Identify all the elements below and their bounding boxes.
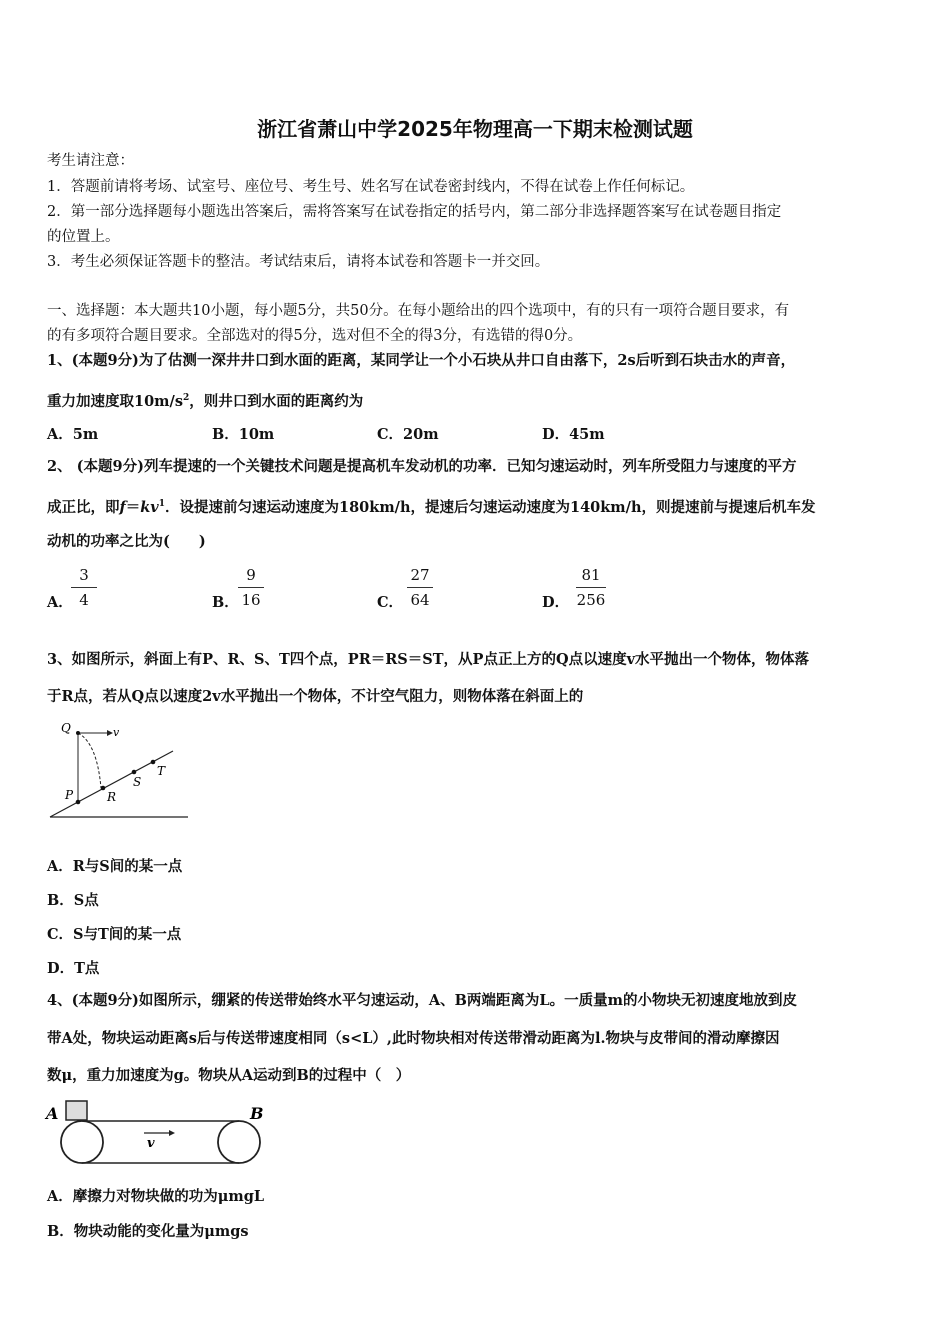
q1-stem-text: 重力加速度取10m/s — [47, 392, 183, 410]
left-pulley — [61, 1121, 103, 1163]
fraction-numerator: 81 — [581, 566, 601, 584]
q4-stem: 数μ，重力加速度为g。物块从A运动到B的过程中（ ） — [47, 1067, 411, 1084]
point-q-dot — [76, 731, 80, 735]
q1-option-d[interactable]: D．45m — [542, 426, 605, 443]
q3-stem: 3、如图所示，斜面上有P、R、S、T四个点，PR＝RS＝ST，从P点正上方的Q点以速度v水平抛出一个物体，物体落 — [47, 651, 809, 668]
label-t: T — [157, 764, 166, 778]
q2-stem-text: 成正比，即 — [47, 498, 120, 516]
point-s-dot — [132, 770, 137, 775]
q2-option-c-label[interactable]: C． — [377, 594, 404, 611]
q3-option-d[interactable]: D．T点 — [47, 960, 100, 977]
q1-exponent: 2 — [182, 393, 190, 403]
q2-exponent: 1 — [158, 499, 165, 509]
notice-item: 的位置上。 — [47, 229, 120, 245]
label-b: B — [250, 1104, 264, 1123]
q4-option-a[interactable]: A．摩擦力对物块做的功为μmgL — [47, 1188, 265, 1205]
trajectory-curve — [78, 733, 101, 788]
point-r-dot — [101, 786, 106, 791]
label-r: R — [107, 790, 117, 804]
label-v: v — [113, 726, 120, 739]
q4-option-b[interactable]: B．物块动能的变化量为μmgs — [47, 1223, 249, 1240]
q2-option-b-label[interactable]: B． — [212, 594, 239, 611]
q2-symbol-f: f — [119, 498, 126, 516]
fraction-bar — [576, 587, 606, 588]
notice-item: 2．第一部分选择题每小题选出答案后，需将答案写在试卷指定的括号内，第二部分非选择题答案写在试卷题目指定 — [47, 204, 782, 220]
q2-option-d-label[interactable]: D． — [542, 594, 570, 611]
incline-projectile-figure — [45, 715, 195, 825]
q2-stem-text: ．设提速前匀速运动速度为180km/h，提速后匀速运动速度为140km/h，则提速前与提速后机车发 — [165, 498, 816, 516]
label-v: v — [147, 1136, 155, 1151]
fraction-denominator: 64 — [410, 591, 430, 609]
q2-stem: 动机的功率之比为( ) — [47, 533, 206, 550]
fraction-bar — [71, 587, 97, 588]
fraction-numerator: 27 — [410, 566, 430, 584]
q2-option-c-fraction[interactable] — [403, 565, 437, 610]
q3-stem: 于R点，若从Q点以速度2v水平抛出一个物体，不计空气阻力，则物体落在斜面上的 — [47, 688, 584, 705]
q2-stem: 2、 (本题9分)列车提速的一个关键技术问题是提高机车发动机的功率．已知匀速运动时，列车所受阻力与速度的平方 — [47, 458, 797, 475]
q1-stem — [47, 388, 363, 412]
q3-option-b[interactable]: B．S点 — [47, 892, 99, 909]
fraction-numerator: 9 — [246, 566, 256, 584]
q1-stem: 1、(本题9分)为了估测一深井井口到水面的距离，某同学让一个小石块从井口自由落下，2s后听到石块击水的声音， — [47, 352, 796, 369]
label-q: Q — [61, 721, 71, 735]
fraction-denominator: 256 — [576, 591, 606, 609]
q2-option-a-label[interactable]: A． — [47, 594, 73, 611]
notice-item: 1．答题前请将考场、试室号、座位号、考生号、姓名写在试卷密封线内，不得在试卷上作任何标记。 — [47, 179, 695, 195]
page-title: 浙江省萧山中学2025年物理高一下期末检测试题 — [257, 117, 693, 141]
q3-option-c[interactable]: C．S与T间的某一点 — [47, 926, 182, 943]
q1-option-c[interactable]: C．20m — [377, 426, 439, 443]
q4-stem: 带A处，物块运动距离s后与传送带速度相同（s<L）,此时物块相对传送带滑动距离为l.物块与皮带间的滑动摩擦因 — [47, 1030, 780, 1047]
right-pulley — [218, 1121, 260, 1163]
block — [66, 1101, 87, 1120]
q1-option-b[interactable]: B．10m — [212, 426, 275, 443]
section-intro: 的有多项符合题目要求。全部选对的得5分，选对但不全的得3分，有选错的得0分。 — [47, 328, 583, 344]
q2-option-b-fraction[interactable] — [234, 565, 268, 610]
notice-heading: 考生请注意： — [47, 153, 134, 169]
label-a: A — [46, 1104, 59, 1123]
q3-option-a[interactable]: A．R与S间的某一点 — [47, 858, 183, 875]
q2-stem — [47, 494, 816, 518]
conveyor-belt-figure — [44, 1097, 274, 1169]
label-p: P — [65, 788, 74, 802]
fraction-bar — [407, 587, 433, 588]
point-t-dot — [151, 760, 156, 765]
q4-stem: 4、(本题9分)如图所示，绷紧的传送带始终水平匀速运动，A、B两端距离为L。一质量m的小物块无初速度地放到皮 — [47, 992, 797, 1009]
fraction-bar — [238, 587, 264, 588]
q2-symbol-kv: kv — [140, 498, 159, 516]
point-p-dot — [76, 800, 81, 805]
q2-equals: ＝ — [125, 498, 141, 516]
fraction-denominator: 16 — [241, 591, 261, 609]
q2-option-d-fraction[interactable] — [572, 565, 610, 610]
fraction-denominator: 4 — [79, 591, 89, 609]
fraction-numerator: 3 — [79, 566, 89, 584]
notice-item: 3．考生必须保证答题卡的整洁。考试结束后，请将本试卷和答题卡一并交回。 — [47, 254, 550, 270]
label-s: S — [133, 775, 142, 789]
q2-option-a-fraction[interactable] — [67, 565, 101, 610]
section-intro: 一、选择题：本大题共10小题，每小题5分，共50分。在每小题给出的四个选项中，有的只有一项符合题目要求，有 — [47, 303, 790, 319]
arrow-head — [169, 1130, 175, 1136]
q1-stem-text: ，则井口到水面的距离约为 — [189, 392, 364, 410]
q1-option-a[interactable]: A．5m — [47, 426, 99, 443]
